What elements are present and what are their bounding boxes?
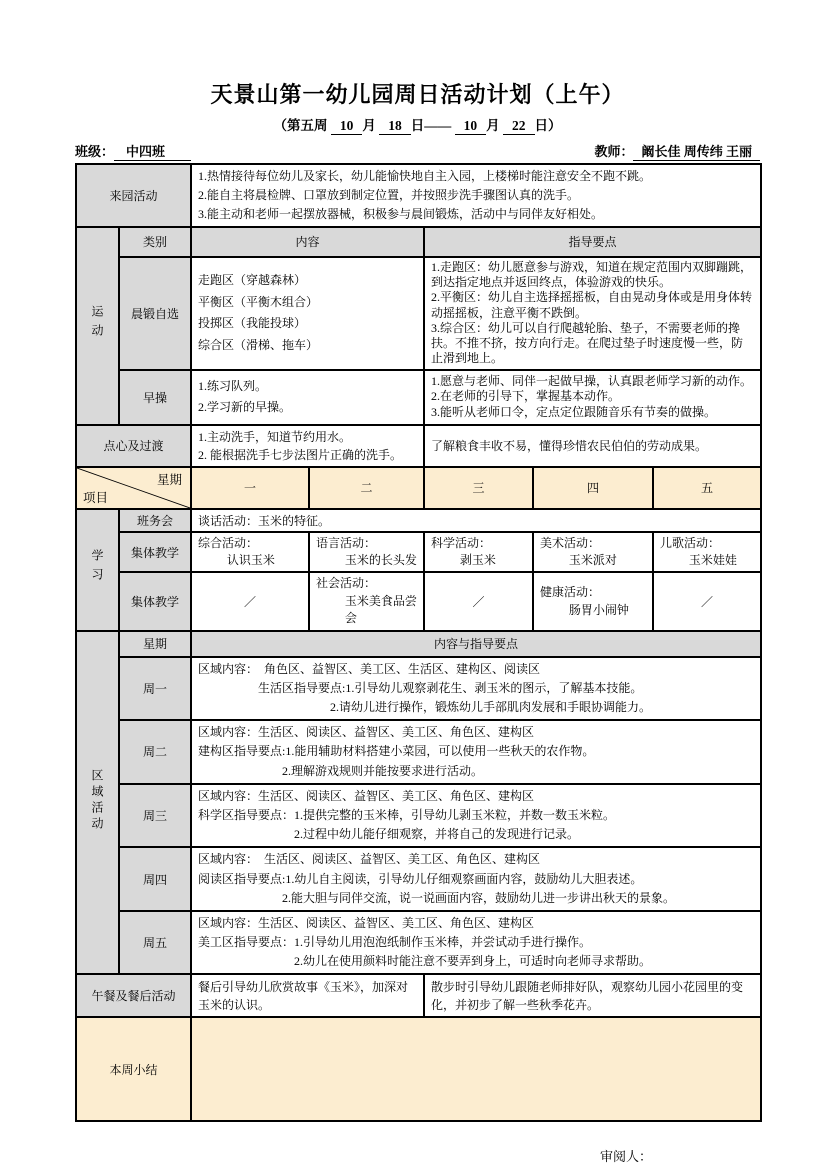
wednesday-label: 周三 (119, 784, 191, 848)
regional-content-header: 内容与指导要点 (191, 631, 761, 657)
region-line: 生活区指导要点:1.引导幼儿观察剥花生、剥玉米的图示，了解基本技能。 (198, 680, 643, 695)
region-line: 美工区指导要点：1.引导幼儿用泡泡纸制作玉米棒，并尝试动手进行操作。 (198, 935, 592, 950)
region-line: 2.过程中幼儿能仔细观察，并将自己的发现进行记录。 (198, 827, 580, 842)
row-thursday (76, 847, 761, 911)
learning-vertical-text: 学习 (90, 548, 104, 587)
teaching1-thu (533, 532, 653, 573)
corner-item-label: 项目 (83, 490, 109, 505)
wednesday-content (191, 784, 761, 848)
activity-name: 玉米娃娃 (688, 553, 737, 568)
activity-type: 语言活动： (316, 535, 377, 550)
activity-type: 科学活动： (431, 535, 492, 550)
regional-vertical-text: 区域活动 (90, 768, 104, 833)
day-header-thu: 四 (533, 467, 653, 509)
region-line: 区域内容：生活区、阅读区、益智区、美工区、角色区、建构区 (198, 725, 535, 740)
reviewer-label: 审阅人： (599, 1149, 652, 1165)
weekly-plan-table (75, 163, 762, 1122)
morning-free-points (424, 257, 761, 370)
class-meeting-content: 谈话活动：玉米的特征。 (191, 509, 761, 532)
region-line: 2.能大胆与同伴交流，说一说画面内容，鼓励幼儿进一步讲出秋天的景象。 (198, 890, 676, 905)
region-line: 2.理解游戏规则并能按要求进行活动。 (198, 763, 484, 778)
region-line: 区域内容：生活区、阅读区、益智区、美工区、角色区、建构区 (198, 915, 535, 930)
activity-type: 儿歌活动： (660, 535, 721, 550)
zone-item: 投掷区（我能投球） (198, 316, 307, 331)
subtitle-prefix: （第五周 (273, 118, 328, 133)
teaching2-mon: ／ (191, 572, 309, 630)
row-morning-free (76, 257, 761, 370)
drill-item: 2.学习新的早操。 (198, 400, 292, 415)
activity-type: 综合活动： (198, 535, 259, 550)
reviewer-line (75, 1146, 760, 1165)
end-day: 22 (503, 118, 535, 135)
activity-name: 玉米美食品尝会 (344, 593, 417, 626)
region-line: 2.请幼儿进行操作，锻炼幼儿手部肌肉发展和手眼协调能力。 (198, 700, 652, 715)
teacher-field (594, 141, 760, 161)
teacher-value: 阚长佳 周传纬 王丽 (633, 141, 760, 161)
monday-content (191, 657, 761, 721)
monday-label: 周一 (119, 657, 191, 721)
snack-content (191, 425, 424, 467)
row-teaching-1 (76, 532, 761, 573)
teaching2-thu (533, 572, 653, 630)
snack-line: 1.主动洗手，知道节约用水。 (198, 429, 352, 444)
arrival-label: 来园活动 (76, 164, 191, 227)
regional-section-label (76, 631, 119, 975)
summary-content (191, 1017, 761, 1121)
activity-type: 健康活动： (540, 585, 601, 600)
row-snack (76, 425, 761, 467)
day-label-dash: 日—— (410, 118, 452, 133)
day-label-close: 日） (534, 118, 562, 133)
day-header-mon: 一 (191, 467, 309, 509)
region-line: 阅读区指导要点:1.幼儿自主阅读，引导幼儿仔细观察画面内容，鼓励幼儿大胆表述。 (198, 871, 643, 886)
row-monday (76, 657, 761, 721)
teaching1-fri (653, 532, 761, 573)
teaching2-wed: ／ (424, 572, 533, 630)
point-item: 1.愿意与老师、同伴一起做早操，认真跟老师学习新的动作。 (431, 374, 753, 389)
class-value: 中四班 (114, 141, 191, 161)
row-tuesday (76, 720, 761, 784)
row-lunch (76, 974, 761, 1017)
region-line: 2.幼儿在使用颜料时能注意不要弄到身上，可适时向老师寻求帮助。 (198, 954, 652, 969)
row-week-header (76, 467, 761, 509)
activity-name: 肠胃小闹钟 (568, 602, 629, 617)
friday-label: 周五 (119, 911, 191, 975)
week-date-line (75, 114, 760, 135)
activity-name: 玉米派对 (568, 553, 617, 568)
page-title: 天景山第一幼儿园周日活动计划（上午） (210, 82, 625, 107)
activity-type: 美术活动： (540, 535, 601, 550)
thursday-label: 周四 (119, 847, 191, 911)
start-month: 10 (331, 118, 363, 135)
snack-line: 2. 能根据洗手七步法图片正确的洗手。 (198, 447, 403, 462)
corner-week-label: 星期 (157, 472, 183, 487)
activity-name: 认识玉米 (226, 553, 275, 568)
col-header-category: 类别 (119, 227, 191, 257)
zone-item: 综合区（滑梯、拖车） (198, 337, 319, 352)
row-exercise-header (76, 227, 761, 257)
end-month: 10 (455, 118, 487, 135)
row-wednesday (76, 784, 761, 848)
drill-item: 1.练习队列。 (198, 378, 268, 393)
day-header-tue: 二 (309, 467, 424, 509)
point-item: 1.走跑区：幼儿愿意参与游戏，知道在规定范围内双脚蹦跳，到达指定地点并返回终点，体验游戏的快乐。 (431, 259, 753, 290)
row-morning-drill (76, 370, 761, 425)
row-regional-header (76, 631, 761, 657)
arrival-content (191, 164, 761, 227)
zone-item: 走跑区（穿越森林） (198, 272, 307, 287)
start-day: 18 (379, 118, 411, 135)
activity-name: 剥玉米 (459, 553, 496, 568)
point-item: 2.在老师的引导下，掌握基本动作。 (431, 389, 621, 404)
zone-item: 平衡区（平衡木组合） (198, 294, 319, 309)
lunch-left: 餐后引导幼儿欣赏故事《玉米》，加深对玉米的认识。 (191, 974, 424, 1017)
row-summary (76, 1017, 761, 1121)
arrival-line: 2.能自主将晨检牌、口罩放到制定位置，并按照步洗手骤图认真的洗手。 (198, 187, 580, 202)
tuesday-content (191, 720, 761, 784)
teaching2-tue (309, 572, 424, 630)
point-item: 3.能听从老师口令，定点定位跟随音乐有节奏的做操。 (431, 404, 717, 419)
exercise-section-label (76, 227, 119, 425)
teacher-label: 教师： (594, 144, 634, 159)
activity-type: 社会活动： (316, 576, 377, 591)
snack-points: 了解粮食丰收不易，懂得珍惜农民伯伯的劳动成果。 (424, 425, 761, 467)
arrival-line: 1.热情接待每位幼儿及家长，幼儿能愉快地自主入园，上楼梯时能注意安全不跑不跳。 (198, 169, 652, 183)
row-teaching-2 (76, 572, 761, 630)
thursday-content (191, 847, 761, 911)
day-header-fri: 五 (653, 467, 761, 509)
lunch-label: 午餐及餐后活动 (76, 974, 191, 1017)
region-line: 科学区指导要点：1.提供完整的玉米棒，引导幼儿剥玉米粒，并数一数玉米粒。 (198, 807, 616, 822)
day-header-wed: 三 (424, 467, 533, 509)
lunch-right: 散步时引导幼儿跟随老师排好队，观察幼儿园小花园里的变化，并初步了解一些秋季花卉。 (424, 974, 761, 1017)
col-header-points: 指导要点 (424, 227, 761, 257)
morning-free-content (191, 257, 424, 370)
region-line: 区域内容： 生活区、阅读区、益智区、美工区、角色区、建构区 (198, 852, 541, 867)
class-meeting-label: 班务会 (119, 509, 191, 532)
regional-week-label: 星期 (119, 631, 191, 657)
corner-cell (76, 467, 191, 509)
learning-section-label (76, 509, 119, 631)
teaching2-fri: ／ (653, 572, 761, 630)
activity-name: 玉米的长头发 (344, 553, 417, 568)
row-class-meeting (76, 509, 761, 532)
point-item: 3.综合区：幼儿可以自行爬越轮胎、垫子，不需要老师的搀扶。不推不挤，按方向行走。在爬过垫子时速度慢一些，防止滑到地上。 (431, 320, 744, 366)
class-field (75, 141, 191, 161)
class-teacher-line (75, 141, 760, 161)
region-line: 区域内容： 角色区、益智区、美工区、生活区、建构区、阅读区 (198, 661, 541, 676)
region-line: 建构区指导要点:1.能用辅助材料搭建小菜园，可以使用一些秋天的农作物。 (198, 744, 595, 759)
teaching1-tue (309, 532, 424, 573)
arrival-line: 3.能主动和老师一起摆放器械，积极参与晨间锻炼，活动中与同伴友好相处。 (198, 206, 604, 221)
morning-free-label: 晨锻自选 (119, 257, 191, 370)
region-line: 区域内容：生活区、阅读区、益智区、美工区、角色区、建构区 (198, 788, 535, 803)
morning-drill-points (424, 370, 761, 425)
teaching1-mon (191, 532, 309, 573)
snack-label: 点心及过渡 (76, 425, 191, 467)
month-label: 月 (362, 118, 376, 133)
morning-drill-content (191, 370, 424, 425)
teaching1-label: 集体教学 (119, 532, 191, 573)
teaching1-wed (424, 532, 533, 573)
month-label-2: 月 (486, 118, 500, 133)
exercise-vertical-text: 运动 (90, 304, 104, 343)
col-header-content: 内容 (191, 227, 424, 257)
teaching2-label: 集体教学 (119, 572, 191, 630)
row-friday (76, 911, 761, 975)
summary-label: 本周小结 (76, 1017, 191, 1121)
row-arrival (76, 164, 761, 227)
class-label: 班级： (75, 144, 115, 159)
tuesday-label: 周二 (119, 720, 191, 784)
friday-content (191, 911, 761, 975)
morning-drill-label: 早操 (119, 370, 191, 425)
point-item: 2.平衡区：幼儿自主选择摇摇板，自由晃动身体或是用身体转动摇摇板，注意平衡不跌倒。 (431, 290, 753, 320)
